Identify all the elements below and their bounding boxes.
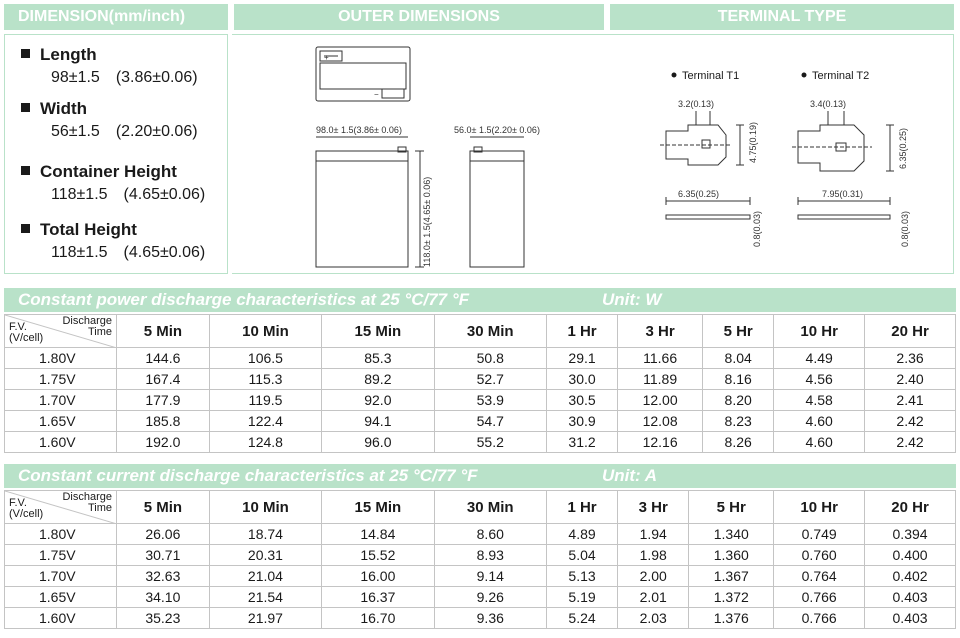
value-cell: 4.58: [774, 390, 865, 411]
value-cell: 52.7: [434, 369, 546, 390]
column-header: 20 Hr: [865, 491, 956, 524]
power-table-body: [5, 348, 956, 453]
column-header: 10 Hr: [774, 491, 865, 524]
value-cell: 0.402: [865, 566, 956, 587]
value-cell: 0.394: [865, 524, 956, 545]
current-discharge-table: [4, 490, 956, 629]
value-cell: 2.36: [865, 348, 956, 369]
value-cell: 30.71: [117, 545, 210, 566]
column-header: 15 Min: [322, 315, 434, 348]
value-cell: 0.764: [774, 566, 865, 587]
value-cell: 4.60: [774, 432, 865, 453]
value-cell: 96.0: [322, 432, 434, 453]
value-cell: 185.8: [117, 411, 210, 432]
value-cell: 89.2: [322, 369, 434, 390]
value-cell: 35.23: [117, 608, 210, 629]
value-cell: 2.00: [618, 566, 689, 587]
value-cell: 55.2: [434, 432, 546, 453]
value-cell: 8.16: [703, 369, 774, 390]
value-cell: 5.04: [546, 545, 617, 566]
value-cell: 2.40: [865, 369, 956, 390]
column-header: 1 Hr: [546, 491, 617, 524]
value-cell: 1.94: [618, 524, 689, 545]
value-cell: 0.749: [774, 524, 865, 545]
value-cell: 18.74: [209, 524, 321, 545]
value-cell: 54.7: [434, 411, 546, 432]
value-cell: 9.36: [434, 608, 546, 629]
final-voltage-cell: 1.60V: [5, 432, 117, 453]
value-cell: 2.41: [865, 390, 956, 411]
value-cell: 0.766: [774, 608, 865, 629]
length-dim-label: 98.0± 1.5(3.86± 0.06): [316, 125, 402, 135]
table-row: [5, 411, 956, 432]
value-cell: 106.5: [209, 348, 321, 369]
plus-mark: +: [324, 53, 329, 62]
table-corner-cell: Discharge Time F.V. (V/cell): [5, 491, 117, 524]
value-cell: 1.372: [689, 587, 774, 608]
value-cell: 53.9: [434, 390, 546, 411]
table-row: [5, 545, 956, 566]
column-header: 20 Hr: [865, 315, 956, 348]
terminal-t2-drawing: [792, 111, 894, 219]
value-cell: 5.13: [546, 566, 617, 587]
table-row: [5, 390, 956, 411]
value-cell: 0.403: [865, 587, 956, 608]
t1-side-dim: 6.35(0.25): [678, 189, 720, 199]
column-header: 3 Hr: [618, 315, 703, 348]
value-cell: 21.04: [209, 566, 321, 587]
current-section-title: Constant current discharge characteristics at 25 °C/77 °F: [18, 466, 478, 485]
column-header: 15 Min: [322, 491, 434, 524]
value-cell: 29.1: [546, 348, 617, 369]
value-cell: 4.60: [774, 411, 865, 432]
value-cell: 12.16: [618, 432, 703, 453]
value-cell: 177.9: [117, 390, 210, 411]
value-cell: 21.54: [209, 587, 321, 608]
column-header: 30 Min: [434, 315, 546, 348]
t1-thick-dim: 0.8(0.03): [752, 210, 762, 247]
power-section-header: [4, 288, 956, 312]
value-cell: 2.03: [618, 608, 689, 629]
t2-width-dim: 3.4(0.13): [810, 99, 847, 109]
value-cell: 5.19: [546, 587, 617, 608]
value-cell: 1.98: [618, 545, 689, 566]
table-corner-cell: Discharge Time F.V. (V/cell): [5, 315, 117, 348]
value-cell: 0.403: [865, 608, 956, 629]
bullet-icon: [21, 103, 30, 112]
value-cell: 11.89: [618, 369, 703, 390]
value-cell: 9.26: [434, 587, 546, 608]
current-table-body: [5, 524, 956, 629]
t2-thick-dim: 0.8(0.03): [900, 210, 910, 247]
final-voltage-cell: 1.80V: [5, 524, 117, 545]
value-cell: 1.367: [689, 566, 774, 587]
bullet-icon: [21, 224, 30, 233]
value-cell: 2.42: [865, 411, 956, 432]
bullet-icon: [21, 49, 30, 58]
value-cell: 15.52: [322, 545, 434, 566]
final-voltage-cell: 1.65V: [5, 411, 117, 432]
battery-top-view: [316, 47, 410, 101]
value-cell: 1.360: [689, 545, 774, 566]
value-cell: 1.376: [689, 608, 774, 629]
column-header: 3 Hr: [618, 491, 689, 524]
value-cell: 32.63: [117, 566, 210, 587]
power-section-title: Constant power discharge characteristics at 25 °C/77 °F: [18, 290, 470, 309]
height-dim-label: 118.0± 1.5(4.65± 0.06): [422, 176, 432, 267]
value-cell: 167.4: [117, 369, 210, 390]
column-header: 10 Min: [209, 491, 321, 524]
table-row: [5, 348, 956, 369]
value-cell: 122.4: [209, 411, 321, 432]
column-header: 5 Min: [117, 491, 210, 524]
dimension-header: DIMENSION(mm/inch): [4, 4, 228, 30]
bullet-icon: [21, 166, 30, 175]
value-cell: 16.37: [322, 587, 434, 608]
final-voltage-cell: 1.75V: [5, 369, 117, 390]
current-section-header: [4, 464, 956, 488]
value-cell: 4.56: [774, 369, 865, 390]
final-voltage-cell: 1.75V: [5, 545, 117, 566]
value-cell: 1.340: [689, 524, 774, 545]
value-cell: 30.9: [546, 411, 617, 432]
value-cell: 8.04: [703, 348, 774, 369]
spec-width: Width 56±1.5 (2.20±0.06): [21, 99, 214, 141]
final-voltage-cell: 1.70V: [5, 566, 117, 587]
column-header: 5 Hr: [703, 315, 774, 348]
value-cell: 21.97: [209, 608, 321, 629]
width-dim-label: 56.0± 1.5(2.20± 0.06): [454, 125, 540, 135]
value-cell: 192.0: [117, 432, 210, 453]
table-row: [5, 524, 956, 545]
bullet-icon: [802, 73, 807, 78]
value-cell: 14.84: [322, 524, 434, 545]
value-cell: 8.60: [434, 524, 546, 545]
value-cell: 8.23: [703, 411, 774, 432]
value-cell: 16.70: [322, 608, 434, 629]
spec-container-height: Container Height 118±1.5 (4.65±0.06): [21, 162, 221, 204]
terminal-type-header: TERMINAL TYPE: [610, 4, 954, 30]
value-cell: 30.5: [546, 390, 617, 411]
value-cell: 31.2: [546, 432, 617, 453]
current-section-unit: Unit: A: [602, 466, 658, 485]
value-cell: 2.01: [618, 587, 689, 608]
battery-front-view: [316, 137, 424, 267]
value-cell: 0.760: [774, 545, 865, 566]
value-cell: 8.93: [434, 545, 546, 566]
value-cell: 2.42: [865, 432, 956, 453]
t1-width-dim: 3.2(0.13): [678, 99, 715, 109]
value-cell: 11.66: [618, 348, 703, 369]
table-header-row: [5, 315, 956, 348]
dimension-drawings: [232, 35, 954, 275]
power-section-unit: Unit: W: [602, 290, 662, 309]
bullet-icon: [672, 73, 677, 78]
value-cell: 144.6: [117, 348, 210, 369]
column-header: 10 Hr: [774, 315, 865, 348]
terminal-t2-label: Terminal T2: [812, 70, 870, 82]
value-cell: 30.0: [546, 369, 617, 390]
value-cell: 4.89: [546, 524, 617, 545]
table-row: [5, 608, 956, 629]
minus-mark: −: [374, 90, 379, 99]
drawings-panel: [232, 34, 954, 274]
column-header: 5 Min: [117, 315, 210, 348]
value-cell: 5.24: [546, 608, 617, 629]
value-cell: 20.31: [209, 545, 321, 566]
final-voltage-cell: 1.65V: [5, 587, 117, 608]
terminal-t1-label: Terminal T1: [682, 70, 740, 82]
spec-total-height: Total Height 118±1.5 (4.65±0.06): [21, 220, 221, 262]
value-cell: 50.8: [434, 348, 546, 369]
column-header: 30 Min: [434, 491, 546, 524]
column-header: 1 Hr: [546, 315, 617, 348]
t1-height-dim: 4.75(0.19): [748, 121, 758, 163]
value-cell: 124.8: [209, 432, 321, 453]
column-header: 10 Min: [209, 315, 321, 348]
power-discharge-table: [4, 314, 956, 453]
value-cell: 4.49: [774, 348, 865, 369]
battery-side-view: [470, 137, 524, 267]
value-cell: 94.1: [322, 411, 434, 432]
table-row: [5, 566, 956, 587]
value-cell: 9.14: [434, 566, 546, 587]
value-cell: 12.08: [618, 411, 703, 432]
final-voltage-cell: 1.80V: [5, 348, 117, 369]
t2-side-dim: 7.95(0.31): [822, 189, 864, 199]
spec-length: Length 98±1.5 (3.86±0.06): [21, 45, 214, 87]
column-header: 5 Hr: [689, 491, 774, 524]
value-cell: 0.400: [865, 545, 956, 566]
t2-height-dim: 6.35(0.25): [898, 127, 908, 169]
value-cell: 16.00: [322, 566, 434, 587]
value-cell: 8.20: [703, 390, 774, 411]
value-cell: 85.3: [322, 348, 434, 369]
value-cell: 0.766: [774, 587, 865, 608]
final-voltage-cell: 1.70V: [5, 390, 117, 411]
table-row: [5, 432, 956, 453]
value-cell: 26.06: [117, 524, 210, 545]
value-cell: 8.26: [703, 432, 774, 453]
terminal-t1-drawing: [660, 111, 750, 219]
value-cell: 34.10: [117, 587, 210, 608]
value-cell: 115.3: [209, 369, 321, 390]
dimension-panel: [4, 34, 228, 274]
value-cell: 119.5: [209, 390, 321, 411]
value-cell: 92.0: [322, 390, 434, 411]
table-header-row: [5, 491, 956, 524]
final-voltage-cell: 1.60V: [5, 608, 117, 629]
value-cell: 12.00: [618, 390, 703, 411]
table-row: [5, 369, 956, 390]
outer-dimensions-header: OUTER DIMENSIONS: [234, 4, 604, 30]
table-row: [5, 587, 956, 608]
